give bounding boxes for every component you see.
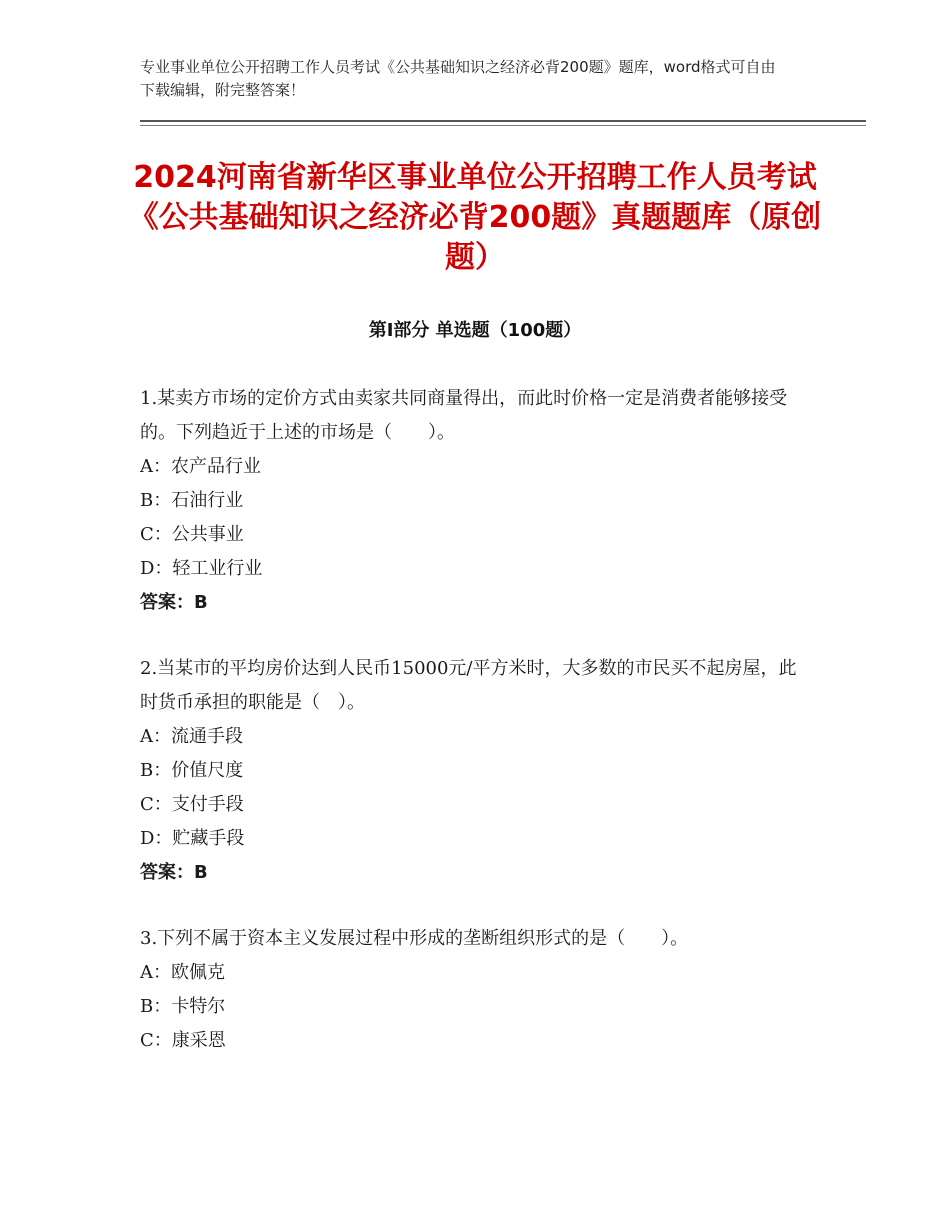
question-1 xyxy=(140,382,810,620)
option-c: C：康采恩 xyxy=(140,1030,226,1051)
question-stem: 3.下列不属于资本主义发展过程中形成的垄断组织形式的是（ ）。 xyxy=(140,928,689,949)
question-list xyxy=(140,382,810,1090)
option-a: A：农产品行业 xyxy=(140,456,261,477)
option-a: A：欧佩克 xyxy=(140,962,225,983)
header-rule-thick xyxy=(140,120,866,122)
option-b: B：卡特尔 xyxy=(140,996,226,1017)
option-c: C：公共事业 xyxy=(140,524,244,545)
answer: 答案：B xyxy=(140,862,208,883)
option-a: A：流通手段 xyxy=(140,726,243,747)
header-rule-thin xyxy=(140,125,866,126)
question-stem: 2.当某市的平均房价达到人民币15000元/平方米时，大多数的市民买不起房屋，此时货币承担的职能是（ ）。 xyxy=(140,658,797,713)
question-stem: 1.某卖方市场的定价方式由卖家共同商量得出，而此时价格一定是消费者能够接受的。下列趋近于上述的市场是（ ）。 xyxy=(140,388,788,443)
option-b: B：石油行业 xyxy=(140,490,244,511)
question-3 xyxy=(140,922,810,1058)
option-d: D：贮藏手段 xyxy=(140,828,245,849)
header-note: 专业事业单位公开招聘工作人员考试《公共基础知识之经济必背200题》题库，word格式可自由下载编辑，附完整答案！ xyxy=(140,58,776,99)
option-b: B：价值尺度 xyxy=(140,760,244,781)
question-2 xyxy=(140,652,810,890)
section-heading: 第Ⅰ部分 单选题（100题） xyxy=(368,320,582,341)
option-c: C：支付手段 xyxy=(140,794,244,815)
document-title: 2024河南省新华区事业单位公开招聘工作人员考试《公共基础知识之经济必背200题》真题题库（原创题） xyxy=(128,160,822,275)
answer: 答案：B xyxy=(140,592,208,613)
option-d: D：轻工业行业 xyxy=(140,558,263,579)
